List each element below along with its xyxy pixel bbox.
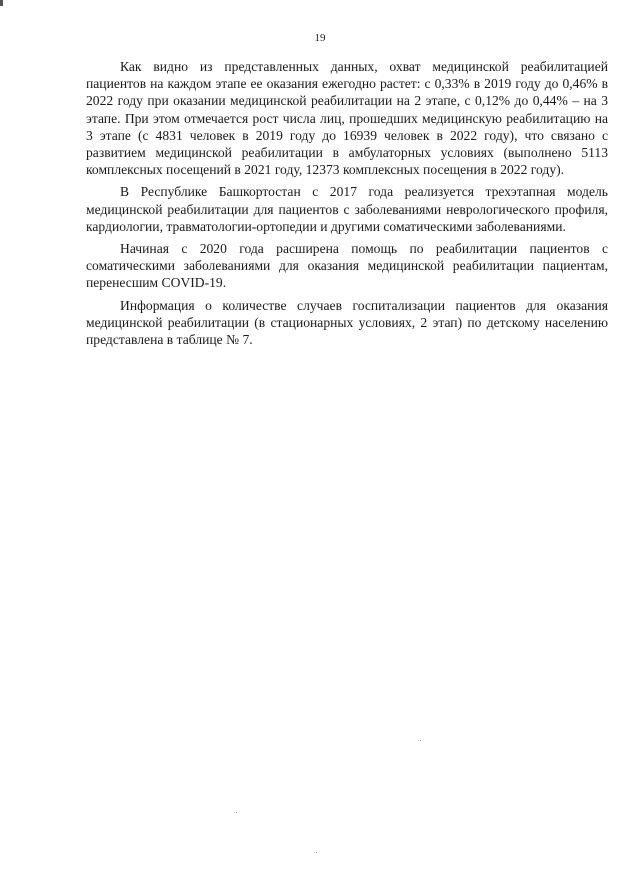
paragraph-covid-rehab: Начиная с 2020 года расширена помощь по реабилитации пациентов с соматическими заболеваниями для оказания медицинской реабилитации пациентам, перенесшим COVID-19. bbox=[86, 241, 608, 291]
scan-speck bbox=[420, 740, 421, 741]
paragraph-rehab-coverage: Как видно из представленных данных, охват медицинской реабилитацией пациентов на каждом этапе ее оказания ежегодно растет: с 0,33% в 2019 году до 0,46% в 2022 году при оказании медицинской реабилитации на 2 этапе, с 0,12% до 0,44% – на 3 этапе. При этом отмечается рост числа лиц, прошедших медицинскую реабилитацию на 3 этапе (с 4831 человек в 2019 году до 16939 человек в 2022 году), что связано с развитием медицинской реабилитации в амбулаторных условиях (выполнено 5113 комплексных посещений в 2021 году, 12373 комплексных посещения в 2022 году). bbox=[86, 59, 608, 178]
page-body bbox=[86, 58, 608, 353]
page-number: 19 bbox=[314, 32, 326, 44]
scan-speck bbox=[316, 852, 317, 853]
scan-edge-mark bbox=[0, 0, 3, 6]
paragraph-table-reference: Информация о количестве случаев госпитализации пациентов для оказания медицинской реабилитации (в стационарных условиях, 2 этап) по детскому населению представлена в таблице № 7. bbox=[86, 297, 608, 348]
scan-speck bbox=[236, 812, 237, 813]
paragraph-bashkortostan-model: В Республике Башкортостан с 2017 года реализуется трехэтапная модель медицинской реабилитации для пациентов с заболеваниями неврологического профиля, кардиологии, травматологии-ортопедии и другими соматическими заболеваниями. bbox=[86, 184, 608, 234]
